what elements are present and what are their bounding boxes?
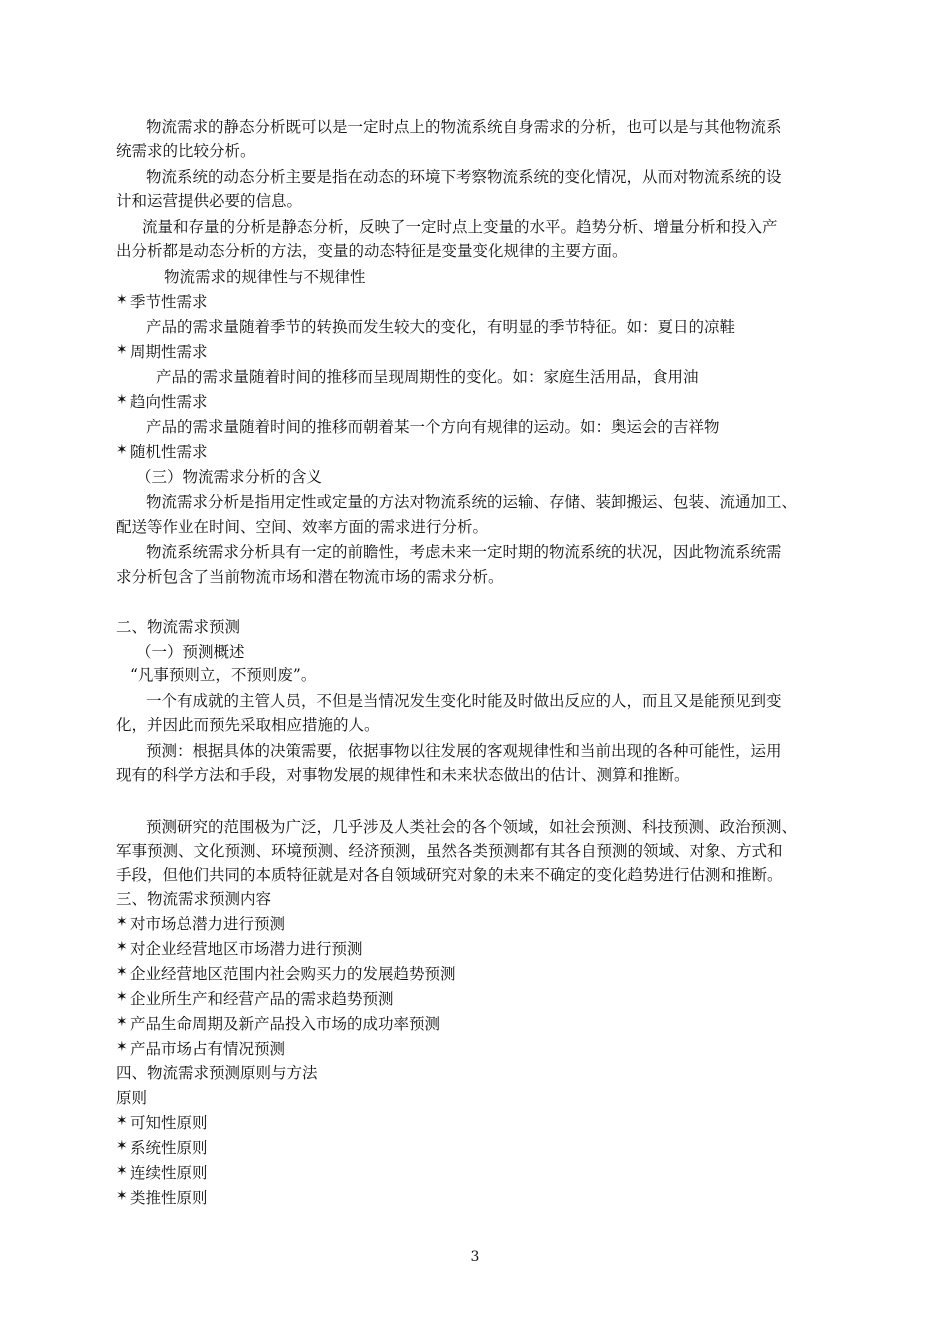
section-heading: 原则	[116, 1089, 148, 1107]
paragraph-line: 产品的需求量随着时间的推移而朝着某一个方向有规律的运动。如：奥运会的吉祥物	[146, 418, 720, 436]
paragraph-line: 出分析都是动态分析的方法，变量的动态特征是变量变化规律的主要方面。	[116, 242, 628, 260]
bullet-item: ✶ 连续性原则	[116, 1162, 208, 1185]
bullet-item: ✶ 趋向性需求	[116, 391, 208, 414]
star-bullet-icon: ✶	[116, 1113, 128, 1129]
paragraph-line: 化，并因此而预先采取相应措施的人。	[116, 716, 380, 734]
paragraph-line: “凡事预则立，不预则废”。	[130, 666, 317, 684]
bullet-item: ✶ 随机性需求	[116, 441, 208, 464]
paragraph-line: 预测：根据具体的决策需要，依据事物以往发展的客观规律性和当前出现的各种可能性，运用	[146, 742, 782, 760]
paragraph-line: 物流系统需求分析具有一定的前瞻性，考虑未来一定时期的物流系统的状况，因此物流系统需	[146, 543, 782, 561]
section-heading: 物流需求的规律性与不规律性	[164, 268, 366, 286]
bullet-item: ✶ 产品市场占有情况预测	[116, 1038, 285, 1061]
star-bullet-icon: ✶	[116, 392, 128, 408]
section-heading: （三）物流需求分析的含义	[136, 468, 323, 486]
star-bullet-icon: ✶	[116, 342, 128, 358]
bullet-item: ✶ 可知性原则	[116, 1112, 208, 1135]
bullet-item: ✶ 季节性需求	[116, 291, 208, 314]
star-bullet-icon: ✶	[116, 1163, 128, 1179]
paragraph-line: 产品的需求量随着时间的推移而呈现周期性的变化。如：家庭生活用品，食用油	[156, 368, 699, 386]
star-bullet-icon: ✶	[116, 1188, 128, 1204]
star-bullet-icon: ✶	[116, 1039, 128, 1055]
bullet-item: ✶ 类推性原则	[116, 1187, 208, 1210]
section-heading: 二、物流需求预测	[116, 618, 241, 636]
section-heading: （一）预测概述	[136, 643, 245, 661]
paragraph-line: 物流需求的静态分析既可以是一定时点上的物流系统自身需求的分析，也可以是与其他物流系	[146, 118, 782, 136]
paragraph-line: 预测研究的范围极为广泛，几乎涉及人类社会的各个领域，如社会预测、科技预测、政治预测、	[146, 818, 798, 836]
bullet-item: ✶ 对市场总潜力进行预测	[116, 913, 285, 936]
paragraph-line: 物流需求分析是指用定性或定量的方法对物流系统的运输、存储、装卸搬运、包装、流通加工、	[146, 493, 798, 511]
paragraph-line: 计和运营提供必要的信息。	[116, 192, 303, 210]
paragraph-line: 物流系统的动态分析主要是指在动态的环境下考察物流系统的变化情况，从而对物流系统的设	[146, 168, 782, 186]
section-heading: 四、物流需求预测原则与方法	[116, 1064, 318, 1082]
paragraph-line: 一个有成就的主管人员，不但是当情况发生变化时能及时做出反应的人，而且又是能预见到变	[146, 692, 782, 710]
section-heading: 三、物流需求预测内容	[116, 890, 272, 908]
paragraph-line: 产品的需求量随着季节的转换而发生较大的变化，有明显的季节特征。如：夏日的凉鞋	[146, 318, 736, 336]
bullet-item: ✶ 周期性需求	[116, 341, 208, 364]
paragraph-line: 求分析包含了当前物流市场和潜在物流市场的需求分析。	[116, 568, 504, 586]
star-bullet-icon: ✶	[116, 939, 128, 955]
star-bullet-icon: ✶	[116, 442, 128, 458]
star-bullet-icon: ✶	[116, 989, 128, 1005]
star-bullet-icon: ✶	[116, 1138, 128, 1154]
star-bullet-icon: ✶	[116, 292, 128, 308]
star-bullet-icon: ✶	[116, 914, 128, 930]
page-number: 3	[470, 1249, 480, 1265]
bullet-item: ✶ 对企业经营地区市场潜力进行预测	[116, 938, 363, 961]
paragraph-line: 现有的科学方法和手段，对事物发展的规律性和未来状态做出的估计、测算和推断。	[116, 766, 690, 784]
bullet-item: ✶ 系统性原则	[116, 1137, 208, 1160]
bullet-item: ✶ 企业经营地区范围内社会购买力的发展趋势预测	[116, 963, 456, 986]
paragraph-line: 军事预测、文化预测、环境预测、经济预测，虽然各类预测都有其各自预测的领域、对象、方式和	[116, 842, 783, 860]
star-bullet-icon: ✶	[116, 964, 128, 980]
paragraph-line: 配送等作业在时间、空间、效率方面的需求进行分析。	[116, 518, 489, 536]
bullet-item: ✶ 企业所生产和经营产品的需求趋势预测	[116, 988, 394, 1011]
paragraph-line: 统需求的比较分析。	[116, 142, 256, 160]
paragraph-line: 流量和存量的分析是静态分析，反映了一定时点上变量的水平。趋势分析、增量分析和投入产	[142, 218, 778, 236]
star-bullet-icon: ✶	[116, 1014, 128, 1030]
paragraph-line: 手段，但他们共同的本质特征就是对各自领域研究对象的未来不确定的变化趋势进行估测和推断。	[116, 866, 783, 884]
bullet-item: ✶ 产品生命周期及新产品投入市场的成功率预测	[116, 1013, 440, 1036]
